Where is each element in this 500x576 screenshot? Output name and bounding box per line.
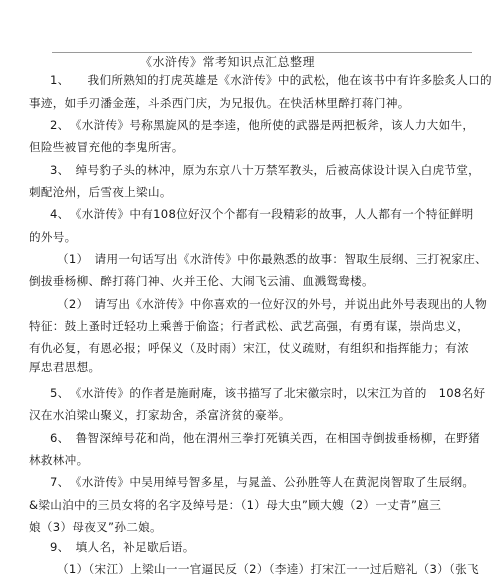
text-line: 有仇必复，有恩必报；呼保义（及时雨）宋江，仗义疏财，有组织和指挥能力；有浓 [29,341,470,355]
text-line: 7、 《水浒传》中吴用绰号智多星，与晁盖、公孙胜等人在黄泥岗智取了生辰纲。 [50,475,475,489]
text-line: 2、 《水浒传》号称黑旋风的是李逵，他所使的武器是两把板斧，该人力大如牛， [50,118,475,132]
text-line: （1）（宋江）上梁山一一官逼民反（2）（李逵）打宋江一一过后赔礼（3）（张飞 [57,562,479,576]
text-line: 3、 绰号豹子头的林冲，原为东京八十万禁军教头，后被高俅设计误入白虎节堂， [50,163,481,177]
text-line: 的外号。 [29,230,77,244]
text-line: 林救林冲。 [29,453,89,467]
text-line: 4、 《水浒传》中有108位好汉个个都有一段精彩的故事，人人都有一个特征鲜明 [50,207,474,221]
text-line: （1） 请用一句话写出《水浒传》中你最熟悉的故事：智取生辰纲、三打祝家庄、 [57,252,488,266]
text-line: 汉在水泊梁山聚义，打家劫舍，杀富济贫的豪举。 [29,408,291,422]
text-line: 1、 我们所熟知的打虎英雄是《水浒传》中的武松，他在该书中有许多脍炙人口的 [50,73,492,87]
text-line: 倒拔垂杨柳、醉打蒋门神、火并王伦、大闹飞云浦、血溅鸳鸯楼。 [29,274,374,288]
text-line: 但险些被冒充他的李鬼所害。 [29,140,184,154]
text-line: 特征：鼓上蚤时迁轻功上乘善于偷盗；行者武松、武艺高强，有勇有谋，崇尚忠义， [29,319,470,333]
text-line: 9、 填人名，补足歇后语。 [50,540,195,554]
text-line: 6、 鲁智深绰号花和尚，他在渭州三拳打死镇关西，在相国寺倒拔垂杨柳，在野猪 [50,431,481,445]
text-line: 厚忠君思想。 [29,360,101,374]
text-line: 娘（3）母夜叉”孙二娘。 [29,520,162,534]
text-line: （2） 请写出《水浒传》中你喜欢的一位好汉的外号，并说出此外号表现出的人物 [57,297,488,311]
text-line: 5、 《水浒传》的作者是施耐庵，该书描写了北宋徽宗时，以宋江为首的 108名好 [50,386,486,400]
document-title: 《水浒传》常考知识点汇总整理 [140,55,316,69]
text-line: 刺配沧州，后雪夜上梁山。 [29,185,172,199]
text-line: &梁山泊中的三员女将的名字及绰号是：（1）母大虫”顾大嫂（2）一丈青”扈三 [29,498,442,512]
text-line: 事迹，如手刃潘金莲，斗杀西门庆，为兄报仇。在快活林里醉打蒋门神。 [29,96,410,110]
